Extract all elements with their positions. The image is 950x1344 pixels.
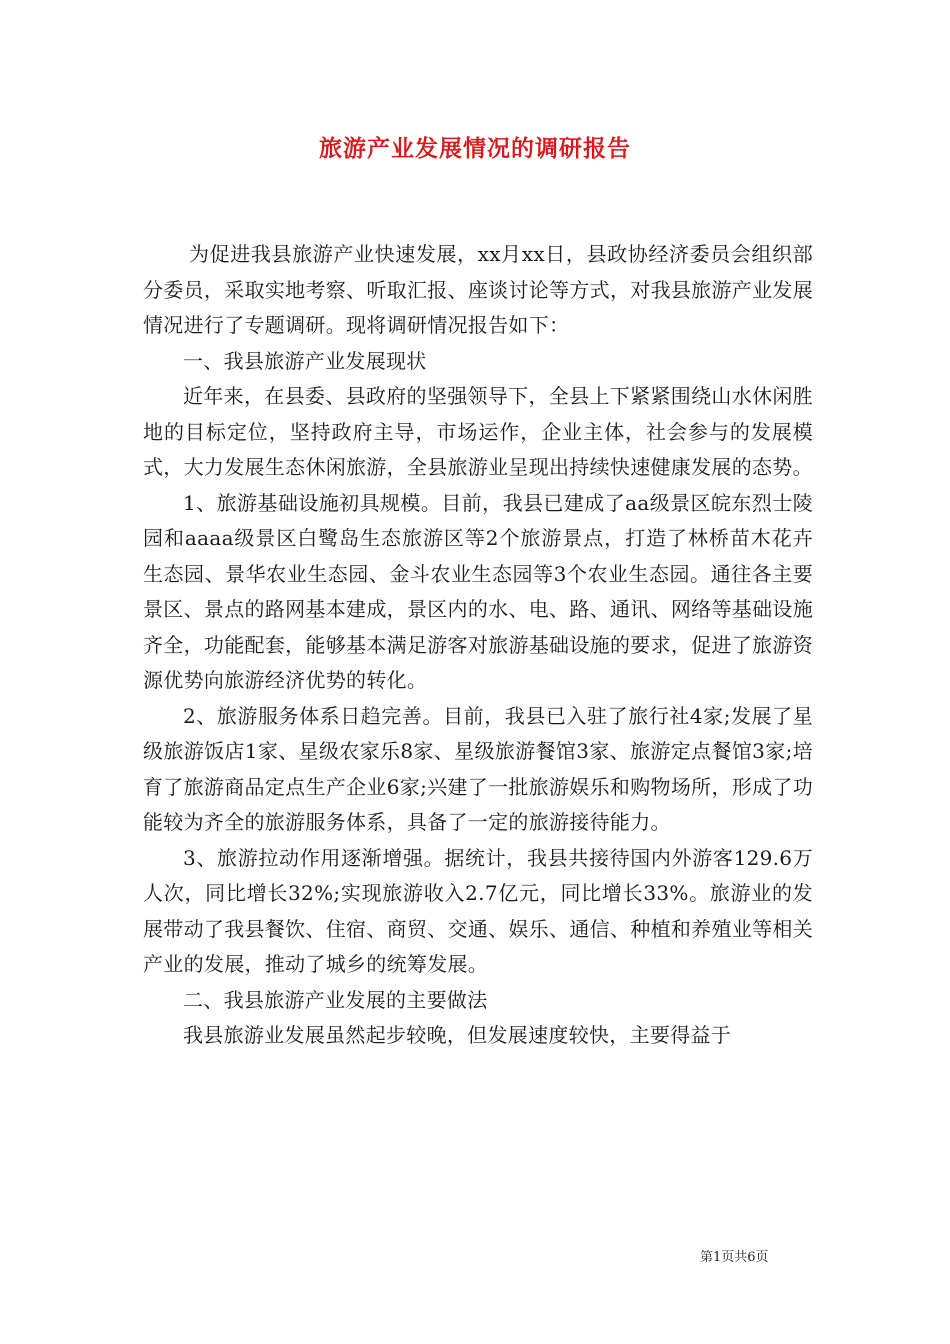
document-title: 旅游产业发展情况的调研报告 — [319, 135, 631, 162]
section-heading-2: 二、我县旅游产业发展的主要做法 — [183, 987, 488, 1012]
paragraph-overview: 近年来，在县委、县政府的坚强领导下，全县上下紧紧围绕山水休闲胜地的目标定位，坚持政府主导，市场运作，企业主体，社会参与的发展模式，大力发展生态休闲旅游，全县旅游业呈现出持续快速健康发展的态势。 — [143, 384, 813, 479]
paragraph-practices: 我县旅游业发展虽然起步较晚，但发展速度较快，主要得益于 — [183, 1023, 732, 1047]
page-number: 第1页共6页 — [700, 1250, 769, 1265]
paragraph-impact: 3、旅游拉动作用逐渐增强。据统计，我县共接待国内外游客129.6万人次，同比增长32%;实现旅游收入2.7亿元，同比增长33%。旅游业的发展带动了我县餐饮、住宿、商贸、交通、娱乐、通信、种植和养殖业等相关产业的发展，推动了城乡的统筹发展。 — [143, 845, 813, 976]
section-heading-1: 一、我县旅游产业发展现状 — [183, 348, 427, 373]
document-body — [143, 237, 813, 1054]
paragraph-infrastructure: 1、旅游基础设施初具规模。目前，我县已建成了aa级景区皖东烈士陵园和aaaa级景区白鹭岛生态旅游区等2个旅游景点，打造了林桥苗木花卉生态园、景华农业生态园、金斗农业生态园等3个农业生态园。通往各主要景区、景点的路网基本建成，景区内的水、电、路、通讯、网络等基础设施齐全，功能配套，能够基本满足游客对旅游基础设施的要求，促进了旅游资源优势向旅游经济优势的转化。 — [143, 490, 813, 692]
paragraph-intro: 为促进我县旅游产业快速发展，xx月xx日，县政协经济委员会组织部分委员，采取实地考察、听取汇报、座谈讨论等方式，对我县旅游产业发展情况进行了专题调研。现将调研情况报告如下： — [143, 242, 813, 337]
paragraph-services: 2、旅游服务体系日趋完善。目前，我县已入驻了旅行社4家;发展了星级旅游饭店1家、星级农家乐8家、星级旅游餐馆3家、旅游定点餐馆3家;培育了旅游商品定点生产企业6家;兴建了一批旅游娱乐和购物场所，形成了功能较为齐全的旅游服务体系，具备了一定的旅游接待能力。 — [143, 703, 813, 834]
